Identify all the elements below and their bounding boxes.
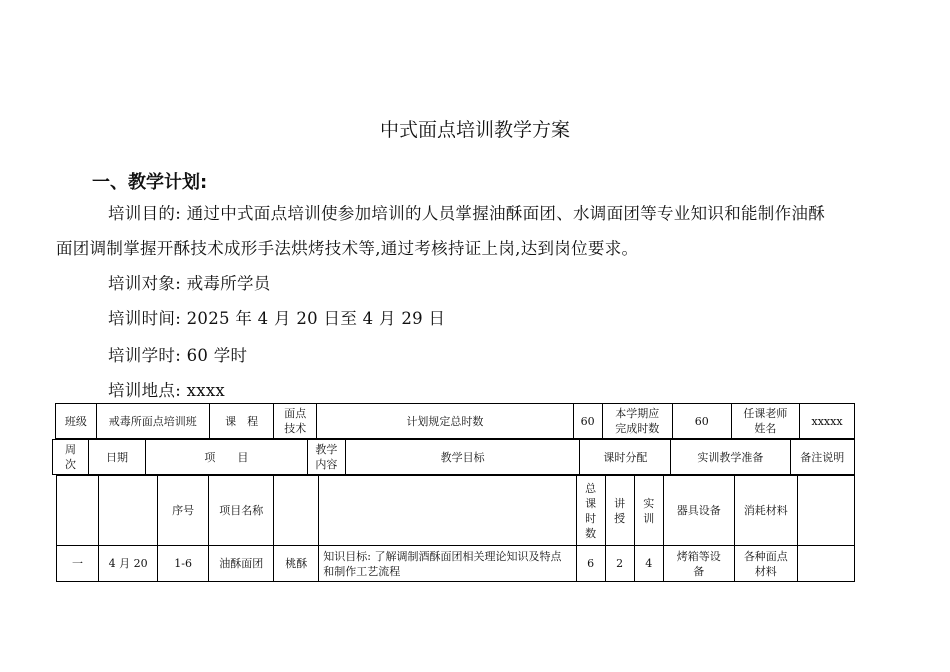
training-hours: 培训学时: 60 学时 xyxy=(108,346,248,365)
term-hours-label: 本学期应 完成时数 xyxy=(602,404,672,439)
term-hours-value: 60 xyxy=(673,404,732,439)
course-info-table xyxy=(55,403,855,439)
goal-header: 教学目标 xyxy=(345,440,580,475)
equipment-cell: 烤箱等设 备 xyxy=(663,546,734,582)
class-label: 班级 xyxy=(56,404,97,439)
empty-cell xyxy=(274,476,319,546)
seq-cell: 1-6 xyxy=(158,546,209,582)
empty-cell xyxy=(99,476,158,546)
goal-cell: 知识目标: 了解调制酒酥面团相关理论知识及特点和制作工艺流程 xyxy=(319,546,576,582)
content-header: 教学 内容 xyxy=(307,440,345,475)
empty-cell xyxy=(797,476,854,546)
equipment-header: 器具设备 xyxy=(663,476,734,546)
remark-header: 备注说明 xyxy=(790,440,854,475)
lecture-cell: 2 xyxy=(605,546,634,582)
course-value: 面点 技术 xyxy=(274,404,317,439)
schedule-header-table xyxy=(52,439,855,475)
content-cell: 桃酥 xyxy=(274,546,319,582)
schedule-table xyxy=(56,475,855,582)
materials-cell: 各种面点 材料 xyxy=(734,546,797,582)
practice-header: 实 训 xyxy=(634,476,663,546)
teacher-label: 任课老师 姓名 xyxy=(731,404,799,439)
project-name-header: 项目名称 xyxy=(209,476,274,546)
class-value: 戒毒所面点培训班 xyxy=(96,404,209,439)
week-cell: 一 xyxy=(57,546,99,582)
week-header: 周 次 xyxy=(53,440,89,475)
table-row xyxy=(57,546,855,582)
total-hours-header: 总 课 时 数 xyxy=(576,476,605,546)
teacher-value: xxxxx xyxy=(800,404,855,439)
purpose-line-1: 培训目的: 通过中式面点培训使参加培训的人员掌握油酥面团、水调面团等专业知识和能制作油酥 xyxy=(108,204,826,223)
section-heading: 一、教学计划: xyxy=(92,172,208,193)
item-header: 项 目 xyxy=(145,440,307,475)
total-hours-cell: 6 xyxy=(576,546,605,582)
training-target: 培训对象: 戒毒所学员 xyxy=(108,274,271,293)
page-title: 中式面点培训教学方案 xyxy=(379,119,570,141)
date-header: 日期 xyxy=(89,440,146,475)
empty-cell xyxy=(319,476,576,546)
practice-cell: 4 xyxy=(634,546,663,582)
training-location: 培训地点: xxxx xyxy=(108,381,226,400)
planned-hours-label: 计划规定总时数 xyxy=(317,404,573,439)
remark-cell xyxy=(797,546,854,582)
project-name-cell: 油酥面团 xyxy=(209,546,274,582)
seq-header: 序号 xyxy=(158,476,209,546)
training-time: 培训时间: 2025 年 4 月 20 日至 4 月 29 日 xyxy=(108,309,446,328)
purpose-line-2: 面团调制掌握开酥技术成形手法烘烤技术等,通过考核持证上岗,达到岗位要求。 xyxy=(56,239,639,258)
date-cell: 4 月 20 xyxy=(99,546,158,582)
hour-allocation-header: 课时分配 xyxy=(580,440,671,475)
lecture-header: 讲 授 xyxy=(605,476,634,546)
sub-header-row xyxy=(57,476,855,546)
materials-header: 消耗材料 xyxy=(734,476,797,546)
planned-hours-value: 60 xyxy=(573,404,602,439)
empty-cell xyxy=(57,476,99,546)
course-label: 课 程 xyxy=(209,404,274,439)
preparation-header: 实训教学准备 xyxy=(671,440,790,475)
